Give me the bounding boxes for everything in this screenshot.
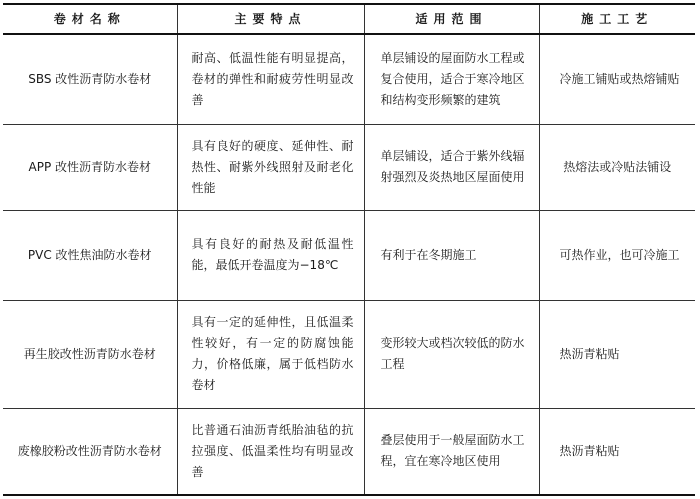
features-cell: 具有一定的延伸性，且低温柔性较好，有一定的防腐蚀能力，价格低廉，属于低档防水卷材 — [177, 300, 364, 408]
scope-cell: 单层铺设，适合于紫外线辐射强烈及炎热地区屋面使用 — [364, 124, 539, 210]
scope-cell: 有利于在冬期施工 — [364, 210, 539, 300]
material-name-cell: 再生胶改性沥青防水卷材 — [3, 300, 177, 408]
header-main-features: 主要特点 — [177, 4, 364, 34]
material-name-cell: APP 改性沥青防水卷材 — [3, 124, 177, 210]
features-cell: 耐高、低温性能有明显提高，卷材的弹性和耐疲劳性明显改善 — [177, 34, 364, 124]
scope-cell: 变形较大或档次较低的防水工程 — [364, 300, 539, 408]
table-row — [3, 210, 695, 300]
material-name-cell: SBS 改性沥青防水卷材 — [3, 34, 177, 124]
features-cell: 具有良好的硬度、延伸性、耐热性、耐紫外线照射及耐老化性能 — [177, 124, 364, 210]
process-cell: 冷施工铺贴或热熔铺贴 — [539, 34, 695, 124]
process-cell: 可热作业，也可冷施工 — [539, 210, 695, 300]
scope-cell: 叠层使用于一般屋面防水工程，宜在寒冷地区使用 — [364, 408, 539, 495]
header-material-name: 卷材名称 — [3, 4, 177, 34]
features-cell: 比普通石油沥青纸胎油毡的抗拉强度、低温柔性均有明显改善 — [177, 408, 364, 495]
header-application-scope: 适用范围 — [364, 4, 539, 34]
features-cell: 具有良好的耐热及耐低温性能，最低开卷温度为−18℃ — [177, 210, 364, 300]
process-cell: 热熔法或冷贴法铺设 — [539, 124, 695, 210]
waterproof-membrane-table — [3, 3, 695, 496]
table-row — [3, 34, 695, 124]
header-row — [3, 4, 695, 34]
scope-cell: 单层铺设的屋面防水工程或复合使用，适合于寒冷地区和结构变形频繁的建筑 — [364, 34, 539, 124]
process-cell: 热沥青粘贴 — [539, 300, 695, 408]
material-name-cell: PVC 改性焦油防水卷材 — [3, 210, 177, 300]
table-row — [3, 124, 695, 210]
table-row — [3, 408, 695, 495]
table-row — [3, 300, 695, 408]
header-construction-process: 施工工艺 — [539, 4, 695, 34]
material-name-cell: 废橡胶粉改性沥青防水卷材 — [3, 408, 177, 495]
process-cell: 热沥青粘贴 — [539, 408, 695, 495]
